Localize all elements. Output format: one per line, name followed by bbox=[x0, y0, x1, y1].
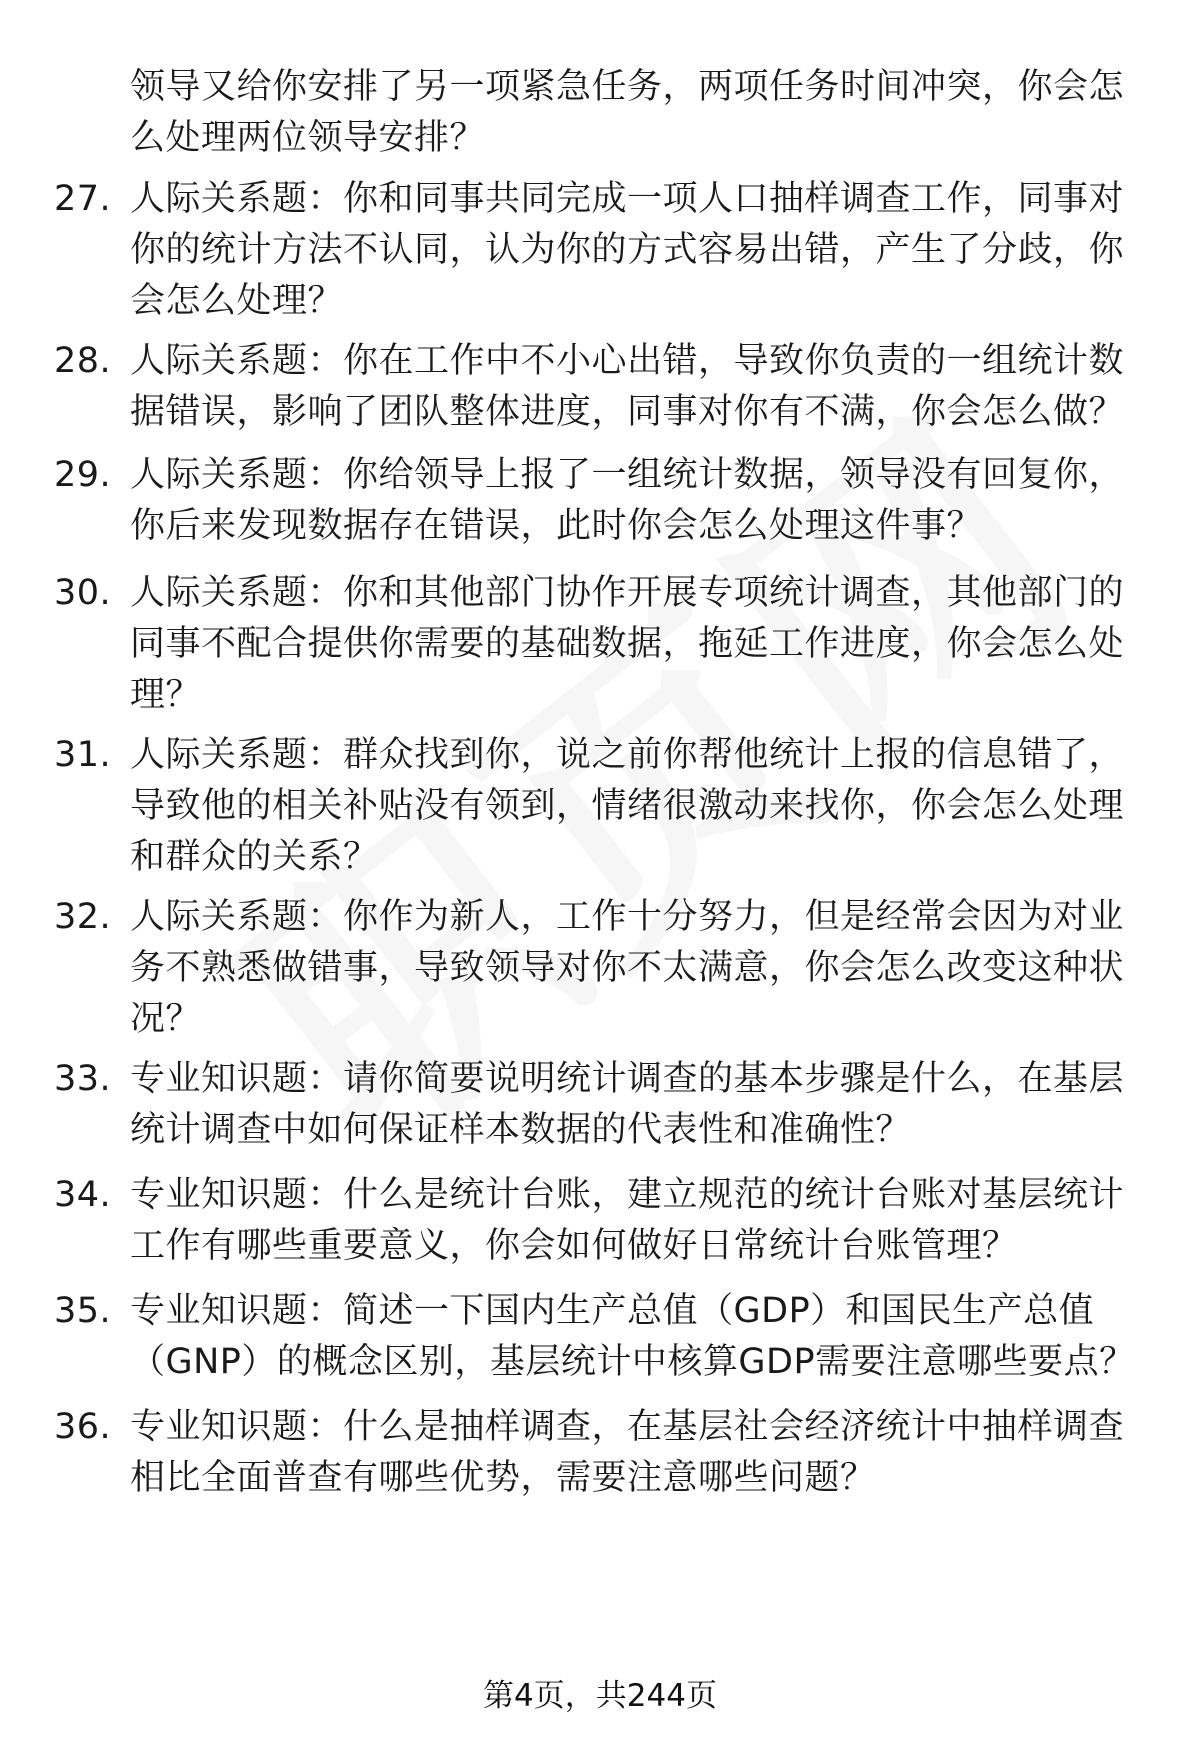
question-text: 专业知识题：简述一下国内生产总值（GDP）和国民生产总值（GNP）的概念区别，基层统计中核算GDP需要注意哪些要点？ bbox=[130, 1291, 1135, 1382]
question-item-28 bbox=[54, 336, 1144, 438]
question-number: 33. bbox=[54, 1059, 112, 1099]
question-text: 专业知识题：什么是统计台账，建立规范的统计台账对基层统计工作有哪些重要意义，你会如何做好日常统计台账管理？ bbox=[130, 1175, 1125, 1266]
question-number: 34. bbox=[54, 1175, 112, 1215]
question-item-34 bbox=[54, 1170, 1144, 1272]
question-item-27 bbox=[54, 174, 1144, 327]
question-text: 人际关系题：群众找到你，说之前你帮他统计上报的信息错了，导致他的相关补贴没有领到，情绪很激动来找你，你会怎么处理和群众的关系？ bbox=[130, 735, 1125, 877]
question-item-31 bbox=[54, 730, 1144, 883]
question-item-33 bbox=[54, 1054, 1144, 1156]
question-item-35 bbox=[54, 1286, 1144, 1388]
question-number: 31. bbox=[54, 735, 112, 775]
question-item-30 bbox=[54, 568, 1144, 721]
question-text: 专业知识题：请你简要说明统计调查的基本步骤是什么，在基层统计调查中如何保证样本数据的代表性和准确性？ bbox=[130, 1059, 1125, 1150]
question-text: 人际关系题：你作为新人，工作十分努力，但是经常会因为对业务不熟悉做错事，导致领导对你不太满意，你会怎么改变这种状况？ bbox=[130, 897, 1125, 1039]
question-number: 36. bbox=[54, 1407, 112, 1447]
question-number: 32. bbox=[54, 897, 112, 937]
question-item-29 bbox=[54, 450, 1144, 552]
question-text: 人际关系题：你和其他部门协作开展专项统计调查，其他部门的同事不配合提供你需要的基础数据，拖延工作进度，你会怎么处理？ bbox=[130, 573, 1125, 715]
question-text: 人际关系题：你和同事共同完成一项人口抽样调查工作，同事对你的统计方法不认同，认为你的方式容易出错，产生了分歧，你会怎么处理？ bbox=[130, 179, 1125, 321]
question-number: 29. bbox=[54, 455, 112, 495]
question-item-32 bbox=[54, 892, 1144, 1045]
question-item-36 bbox=[54, 1402, 1144, 1504]
question-number: 35. bbox=[54, 1291, 112, 1331]
page-footer: 第4页，共244页 bbox=[483, 1678, 717, 1714]
question-text: 专业知识题：什么是抽样调查，在基层社会经济统计中抽样调查相比全面普查有哪些优势，需要注意哪些问题？ bbox=[130, 1407, 1125, 1498]
question-number: 30. bbox=[54, 573, 112, 613]
question-text: 人际关系题：你在工作中不小心出错，导致你负责的一组统计数据错误，影响了团队整体进度，同事对你有不满，你会怎么做？ bbox=[130, 341, 1125, 432]
continued-question-text: 领导又给你安排了另一项紧急任务，两项任务时间冲突，你会怎么处理两位领导安排？ bbox=[130, 67, 1125, 158]
question-text: 人际关系题：你给领导上报了一组统计数据，领导没有回复你，你后来发现数据存在错误，此时你会怎么处理这件事？ bbox=[130, 455, 1125, 546]
question-number: 28. bbox=[54, 341, 112, 381]
question-number: 27. bbox=[54, 179, 112, 219]
